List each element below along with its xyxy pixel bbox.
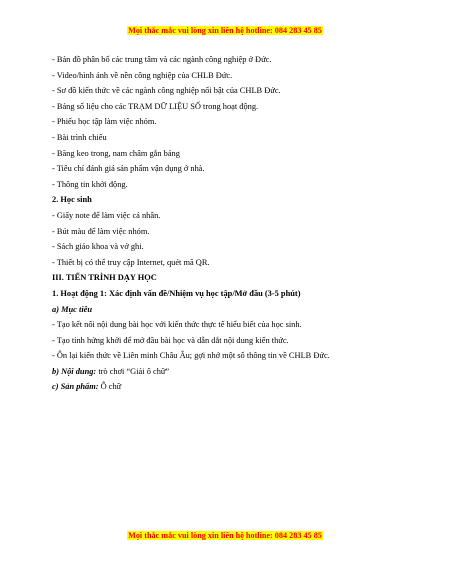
student-heading: 2. Học sinh — [52, 195, 92, 205]
teacher-material-item: - Băng keo trong, nam châm gắn bảng — [52, 148, 180, 158]
objectives-heading: a) Mục tiêu — [52, 304, 93, 314]
student-material-item: - Bút màu để làm việc nhóm. — [52, 226, 150, 236]
hotline-banner-top — [0, 25, 450, 36]
product-line — [52, 379, 412, 395]
teacher-material-item: - Thông tin khởi động. — [52, 179, 128, 189]
content-line — [52, 364, 412, 380]
teacher-material-item: - Phiếu học tập làm việc nhóm. — [52, 117, 157, 127]
hotline-text: Mọi thắc mắc vui lòng xin liên hệ hotline: 084 283 45 85 — [128, 26, 322, 35]
teacher-material-item: - Sơ đồ kiến thức về các ngành công nghiệp nổi bật của CHLB Đức. — [52, 86, 281, 96]
content-text: trò chơi “Giải ô chữ” — [96, 366, 170, 376]
student-material-item: - Sách giáo khoa và vở ghi. — [52, 242, 144, 252]
objective-item: - Tạo tính hứng khởi để mở đầu bài học và dẫn dắt nội dung kiến thức. — [52, 335, 289, 345]
teacher-material-item: - Video/hình ảnh về nền công nghiệp của CHLB Đức. — [52, 70, 233, 80]
student-material-item: - Thiết bị có thể truy cập Internet, quét mã QR. — [52, 257, 210, 267]
teacher-material-item: - Bảng số liệu cho các TRẠM DỮ LIỆU SỐ trong hoạt động. — [52, 101, 259, 111]
teacher-material-item: - Bài trình chiếu — [52, 132, 107, 142]
section-heading: III. TIẾN TRÌNH DẠY HỌC — [52, 273, 157, 283]
hotline-text: Mọi thắc mắc vui lòng xin liên hệ hotline: 084 283 45 85 — [128, 531, 322, 540]
student-material-item: - Giấy note để làm việc cá nhân. — [52, 210, 161, 220]
objective-item: - Ôn lại kiến thức về Liên minh Châu Âu; gợi nhớ một số thông tin về CHLB Đức. — [52, 351, 330, 361]
hotline-banner-bottom — [0, 530, 450, 541]
content-label: b) Nội dung: — [52, 366, 97, 376]
product-label: c) Sản phẩm: — [52, 382, 99, 392]
objective-item: - Tạo kết nối nội dung bài học với kiến thức thực tế hiểu biết của học sinh. — [52, 320, 302, 330]
activity-heading: 1. Hoạt động 1: Xác định vấn đề/Nhiệm vụ học tập/Mở đầu (3-5 phút) — [52, 288, 301, 298]
document-body — [52, 52, 412, 395]
teacher-material-item: - Bản đồ phân bố các trung tâm và các ngành công nghiệp ở Đức. — [52, 55, 272, 64]
teacher-material-item: - Tiêu chí đánh giá sản phẩm vận dụng ở nhà. — [52, 164, 205, 174]
product-text: Ô chữ — [98, 382, 122, 392]
